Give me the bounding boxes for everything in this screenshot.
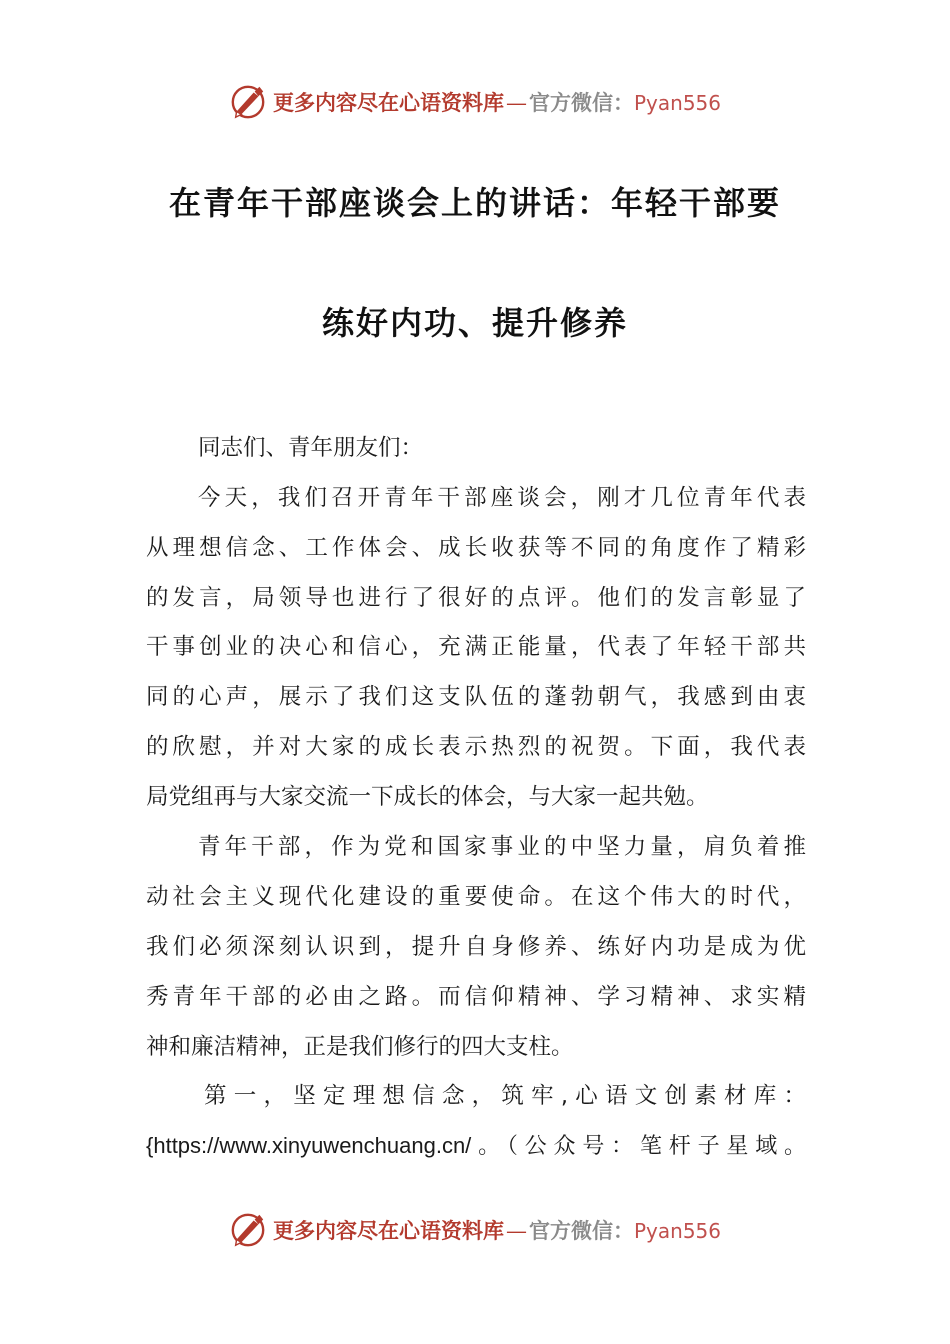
body-line: 第一，坚定理想信念，筑牢,心语文创素材库：	[204, 1083, 806, 1109]
banner-title: 更多内容尽在心语资料库	[272, 1218, 504, 1243]
document-title-line-2: 练好内功、提升修养	[321, 304, 628, 342]
body-line: 神和廉洁精神，正是我们修行的四大支柱。	[146, 1034, 574, 1060]
body-line: 同志们、青年朋友们：	[198, 435, 424, 461]
document-body	[146, 0, 806, 1344]
body-line: 青年干部，作为党和国家事业的中坚力量，肩负着推	[198, 834, 806, 860]
banner-wechat-label: 官方微信：	[528, 1218, 634, 1243]
document-title-line-1: 在青年干部座谈会上的讲话：年轻干部要	[168, 184, 781, 222]
banner-text	[273, 1215, 721, 1245]
body-line: 动社会主义现代化建设的重要使命。在这个伟大的时代，	[146, 884, 806, 910]
body-line: 从理想信念、工作体会、成长收获等不同的角度作了精彩	[146, 535, 806, 561]
body-line: 干事创业的决心和信心，充满正能量，代表了年轻干部共	[146, 634, 806, 660]
banner-title: 更多内容尽在心语资料库	[272, 90, 504, 115]
banner-wechat-id: Pyan556	[633, 91, 721, 115]
footer-watermark-banner	[0, 1208, 950, 1252]
body-line: 的发言，局领导也进行了很好的点评。他们的发言彰显了	[146, 585, 806, 611]
body-line: 局党组再与大家交流一下成长的体会，与大家一起共勉。	[146, 784, 709, 810]
body-line: 秀青年干部的必由之路。而信仰精神、学习精神、求实精	[146, 984, 806, 1010]
pen-logo-icon	[229, 1211, 267, 1249]
body-line: 今天，我们召开青年干部座谈会，刚才几位青年代表	[198, 485, 806, 511]
banner-wechat-id: Pyan556	[633, 1219, 721, 1243]
body-line: 我们必须深刻认识到，提升自身修养、练好内功是成为优	[146, 934, 806, 960]
banner-wechat-label: 官方微信：	[528, 90, 634, 115]
body-line: 同的心声，展示了我们这支队伍的蓬勃朝气，我感到由衷	[146, 684, 806, 710]
banner-dash: —	[505, 91, 527, 115]
banner-dash: —	[505, 1219, 527, 1243]
body-line-url[interactable]: {https://www.xinyuwenchuang.cn/。（公众号：笔杆子星域。	[146, 1133, 806, 1158]
body-line: 的欣慰，并对大家的成长表示热烈的祝贺。下面，我代表	[146, 734, 806, 760]
